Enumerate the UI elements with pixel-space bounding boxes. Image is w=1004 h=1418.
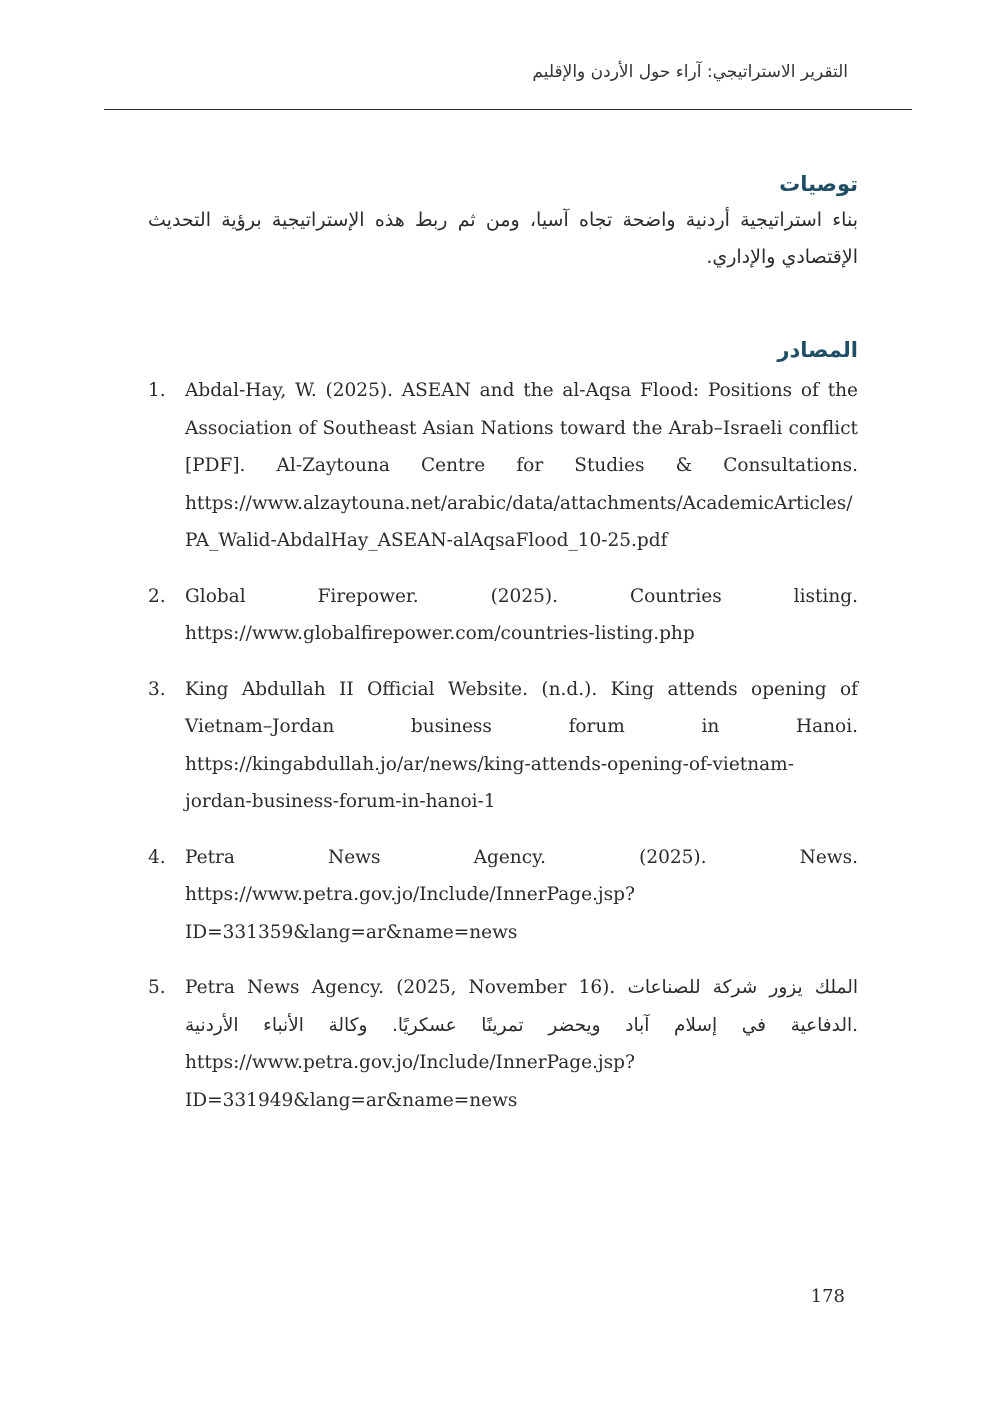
- reference-number: 4.: [148, 846, 166, 868]
- recommendations-heading: توصيات: [779, 172, 858, 196]
- page-number: 178: [810, 1286, 845, 1307]
- recommendations-paragraph: بناء استراتيجية أردنية واضحة تجاه آسيا، ومن ثم ربط هذه الإستراتيجية برؤية التحديث الإقتصادي والإداري.: [148, 209, 858, 268]
- reference-number: 1.: [148, 380, 166, 401]
- page-content: [148, 166, 858, 1137]
- reference-list: [148, 372, 858, 1119]
- reference-url: . https://www.petra.gov.jo/Include/InnerPage.jsp?ID=331949&lang=ar&name=news: [185, 1014, 858, 1111]
- reference-item: [148, 671, 858, 821]
- reference-item: [148, 839, 858, 952]
- reference-arabic-title: الملك يزور شركة للصناعات الدفاعية في إسلام آباد ويحضر تمرينًا عسكريًا. وكالة الأنباء الأردنية: [185, 977, 858, 1036]
- reference-text: [185, 977, 858, 1111]
- reference-text: Global Firepower. (2025). Countries listing. https://www.globalfirepower.com/countries-listing.php: [185, 585, 858, 644]
- reference-prefix: Petra News Agency. (2025, November 16).: [185, 977, 628, 998]
- reference-text: King Abdullah II Official Website. (n.d.). King attends opening of Vietnam–Jordan business forum in Hanoi. https://kingabdullah.jo/ar/news/king-attends-opening-of-vietnam-jordan-business-forum-in-hanoi-1: [185, 678, 858, 812]
- reference-item: [148, 372, 858, 560]
- header-divider: [104, 109, 912, 110]
- reference-number: 5.: [148, 977, 166, 998]
- reference-number: 2.: [148, 585, 166, 607]
- reference-text: Petra News Agency. (2025). News. https://www.petra.gov.jo/Include/InnerPage.jsp?ID=331359&lang=ar&name=news: [185, 846, 858, 943]
- running-header-title: التقرير الاستراتيجي: آراء حول الأردن والإقليم: [532, 62, 848, 82]
- reference-item: [148, 969, 858, 1119]
- reference-item: [148, 578, 858, 653]
- sources-heading: المصادر: [777, 338, 858, 362]
- reference-number: 3.: [148, 678, 166, 700]
- reference-text: Abdal-Hay, W. (2025). ASEAN and the al-Aqsa Flood: Positions of the Association of Southeast Asian Nations toward the Arab–Israeli conflict [PDF]. Al-Zaytouna Centre for Studies & Consultations. https://www.alzaytouna.net/arabic/data/attachments/AcademicArticles/PA_Walid-AbdalHay_ASEAN-alAqsaFlood_10-25.pdf: [185, 380, 858, 551]
